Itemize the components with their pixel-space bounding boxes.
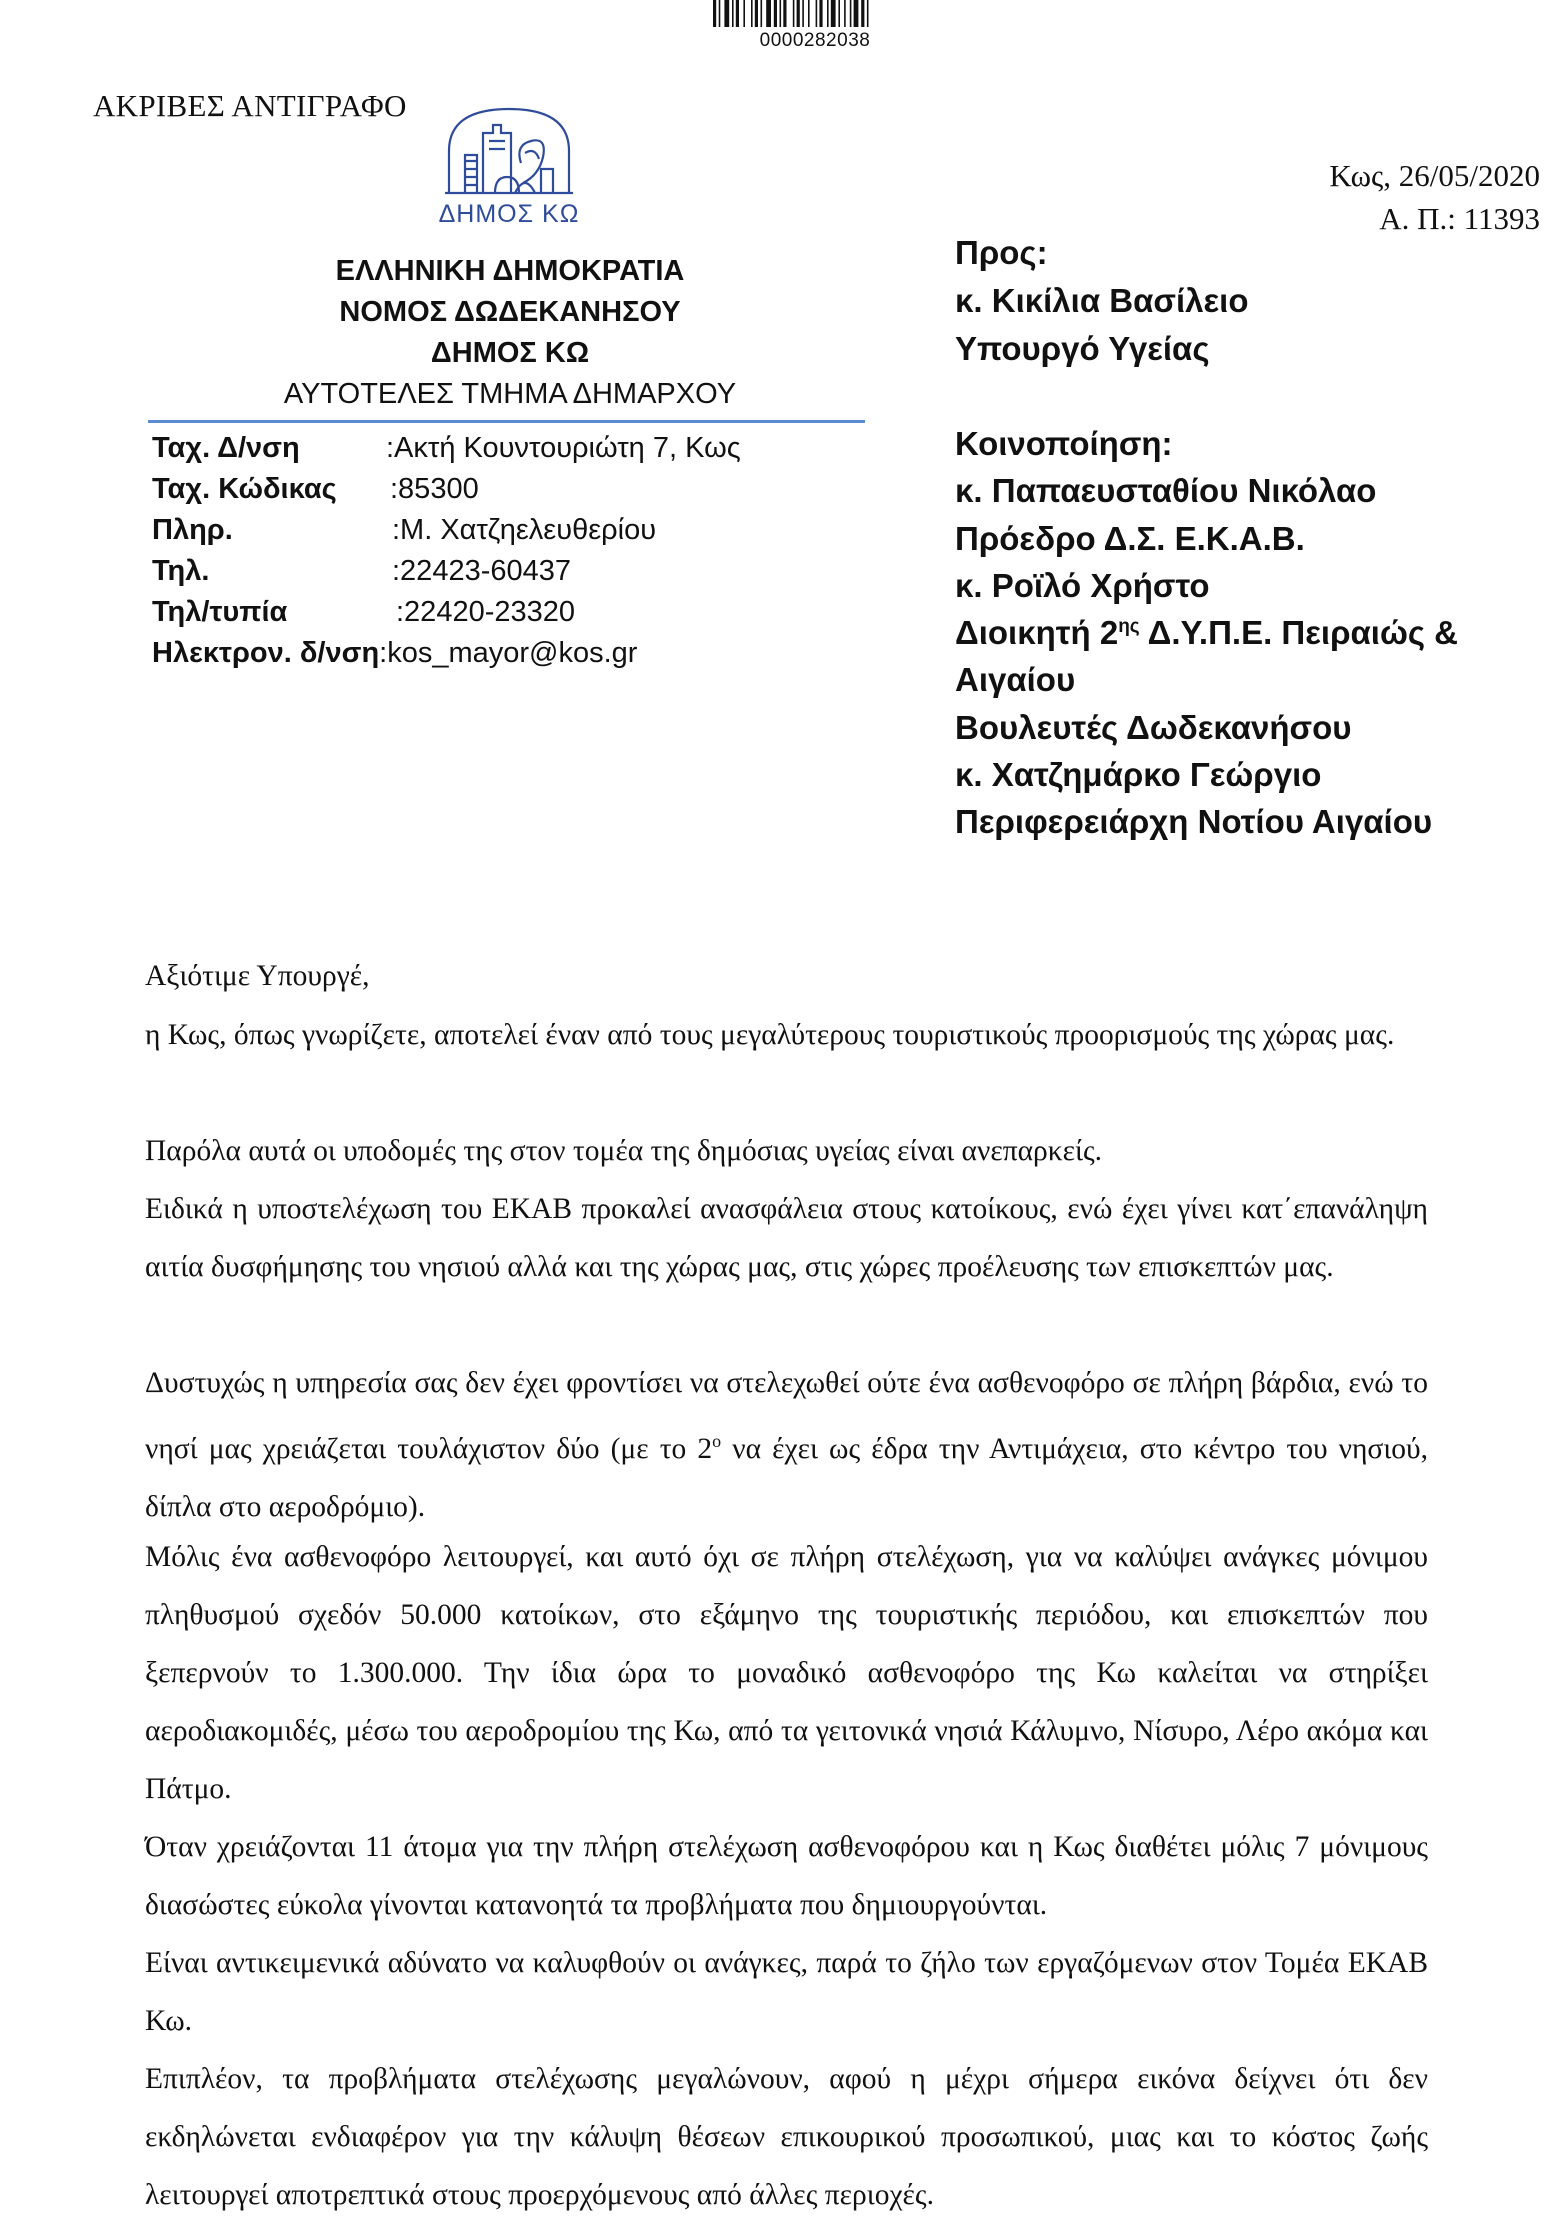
municipality-logo-icon [443,103,575,197]
body-paragraph: Μόλις ένα ασθενοφόρο λειτουργεί, και αυτό όχι σε πλήρη στελέχωση, για να καλύψει ανάγκες μόνιμου πληθυσμού σχεδόν 50.000 κατοίκων, στο εξάμηνο της τουριστικής περιόδου, και επισκεπτών που ξεπερνούν το 1.300.000. Την ίδια ώρα το μοναδικό ασθενοφόρο της Κω καλείται να στηρίξει αεροδιακομιδές, μέσω του αεροδρομίου της Κω, από τα γειτονικά νησιά Κάλυμνο, Νίσυρο, Λέρο ακόμα και Πάτμο. [145,1541,1428,1805]
cc-line: Αιγαίου [955,661,1076,698]
contact-label: Ηλεκτρον. δ/νση [152,637,380,669]
true-copy-label: ΑΚΡΙΒΕΣ ΑΝΤΙΓΡΑΦΟ [93,88,407,123]
body-paragraph-text-end: να έχει ως έδρα την Αντιμάχεια, στο κέντρο του νησιού, δίπλα στο αεροδρόμιο). [145,1432,1428,1523]
cc-line: Βουλευτές Δωδεκανήσου [955,709,1352,746]
body-paragraph: Επιπλέον, τα προβλήματα στελέχωσης μεγαλώνουν, αφού η μέχρι σήμερα εικόνα δείχνει ότι δεν εκδηλώνεται ενδιαφέρον για την κάλυψη θέσεων επικουρικού προσωπικού, μιας και το κόστος ζωής λειτουργεί αποτρεπτικά στους προερχόμενους από άλλες περιοχές. [145,2063,1428,2211]
contact-row-fax [152,596,575,629]
contact-label: Ταχ. Δ/νση [152,432,300,464]
contact-row-postcode [152,473,479,506]
contact-row-email [152,637,637,670]
salutation: Αξιότιμε Υπουργέ, [145,960,370,992]
contact-label: Τηλ/τυπία [152,596,288,628]
cc-director-superscript: ης [1118,616,1140,637]
cc-line: κ. Χατζημάρκο Γεώργιο [955,756,1322,793]
header-line-republic: ΕΛΛΗΝΙΚΗ ΔΗΜΟΚΡΑΤΙΑ [335,255,685,287]
recipients-cc-label: Κοινοποίηση: [955,425,1173,462]
cc-director-text: Διοικητή 2 [955,614,1119,651]
body-paragraph: Ειδικά η υποστελέχωση του ΕΚΑΒ προκαλεί ανασφάλεια στους κατοίκους, ενώ έχει γίνει κατ΄επανάληψη αιτία δυσφήμησης του νησιού αλλά και της χώρας μας, στις χώρες προέλευσης των επισκεπτών μας. [145,1193,1428,1283]
barcode [713,0,917,27]
body-paragraph-text: Δυστυχώς η υπηρεσία σας δεν έχει φροντίσει να στελεχωθεί ούτε ένα ασθενοφόρο σε πλήρη βάρδια, ενώ το νησί μας χρειάζεται τουλάχιστον δύο (με το 2 [145,1367,1428,1465]
cc-line: κ. Ροϊλό Χρήστο [955,567,1210,604]
contact-value: :kos_mayor@kos.gr [379,637,638,669]
contact-row-info [152,514,657,547]
contact-value: :85300 [390,473,479,505]
recipients-to-label: Προς: [955,234,1048,271]
logo-caption: ΔΗΜΟΣ ΚΩ [438,200,580,228]
protocol-number: Α. Π.: 11393 [1379,201,1540,236]
header-divider [148,420,865,423]
cc-line: κ. Παπαευσταθίου Νικόλαο [955,472,1377,509]
cc-line: Περιφερειάρχη Νοτίου Αιγαίου [955,803,1433,840]
header-unit: ΑΥΤΟΤΕΛΕΣ ΤΜΗΜΑ ΔΗΜΑΡΧΟΥ [283,378,737,410]
body-paragraph: Παρόλα αυτά οι υποδομές της στον τομέα της δημόσιας υγείας είναι ανεπαρκείς. [145,1135,1103,1167]
body-paragraph [145,1354,1428,1536]
contact-row-address [152,432,741,465]
header-line-municipality: ΔΗΜΟΣ ΚΩ [430,337,590,369]
contact-value: :Ακτή Κουντουριώτη 7, Κως [386,432,741,464]
contact-row-phone [152,555,571,588]
cc-line-director [955,614,1458,652]
cc-line: Πρόεδρο Δ.Σ. Ε.Κ.Α.Β. [955,520,1305,557]
header-line-prefecture: ΝΟΜΟΣ ΔΩΔΕΚΑΝΗΣΟΥ [339,296,681,328]
contact-label: Τηλ. [152,555,210,587]
contact-label: Ταχ. Κώδικας [152,473,337,505]
body-paragraph: Όταν χρειάζονται 11 άτομα για την πλήρη στελέχωση ασθενοφόρου και η Κως διαθέτει μόλις 7 μόνιμους διασώστες εύκολα γίνονται κατανοητά τα προβλήματα που δημιουργούνται. [145,1831,1428,1921]
body-superscript: ο [712,1431,722,1451]
recipient-line: Υπουργό Υγείας [955,330,1210,367]
contact-value: :Μ. Χατζηελευθερίου [392,514,657,546]
cc-director-text-end: Δ.Υ.Π.Ε. Πειραιώς & [1139,614,1458,651]
body-paragraph: Είναι αντικειμενικά αδύνατο να καλυφθούν οι ανάγκες, παρά το ζήλο των εργαζόμενων στον Τομέα ΕΚΑΒ Κω. [145,1947,1428,2037]
body-paragraph: η Κως, όπως γνωρίζετε, αποτελεί έναν από τους μεγαλύτερους τουριστικούς προορισμούς της χώρας μας. [145,1019,1395,1051]
barcode-number: 0000282038 [759,30,871,51]
contact-value: :22423-60437 [392,555,571,587]
document-date: Κως, 26/05/2020 [1329,158,1540,193]
contact-value: :22420-23320 [396,596,575,628]
contact-label: Πληρ. [152,514,233,546]
recipient-line: κ. Κικίλια Βασίλειο [955,282,1249,319]
